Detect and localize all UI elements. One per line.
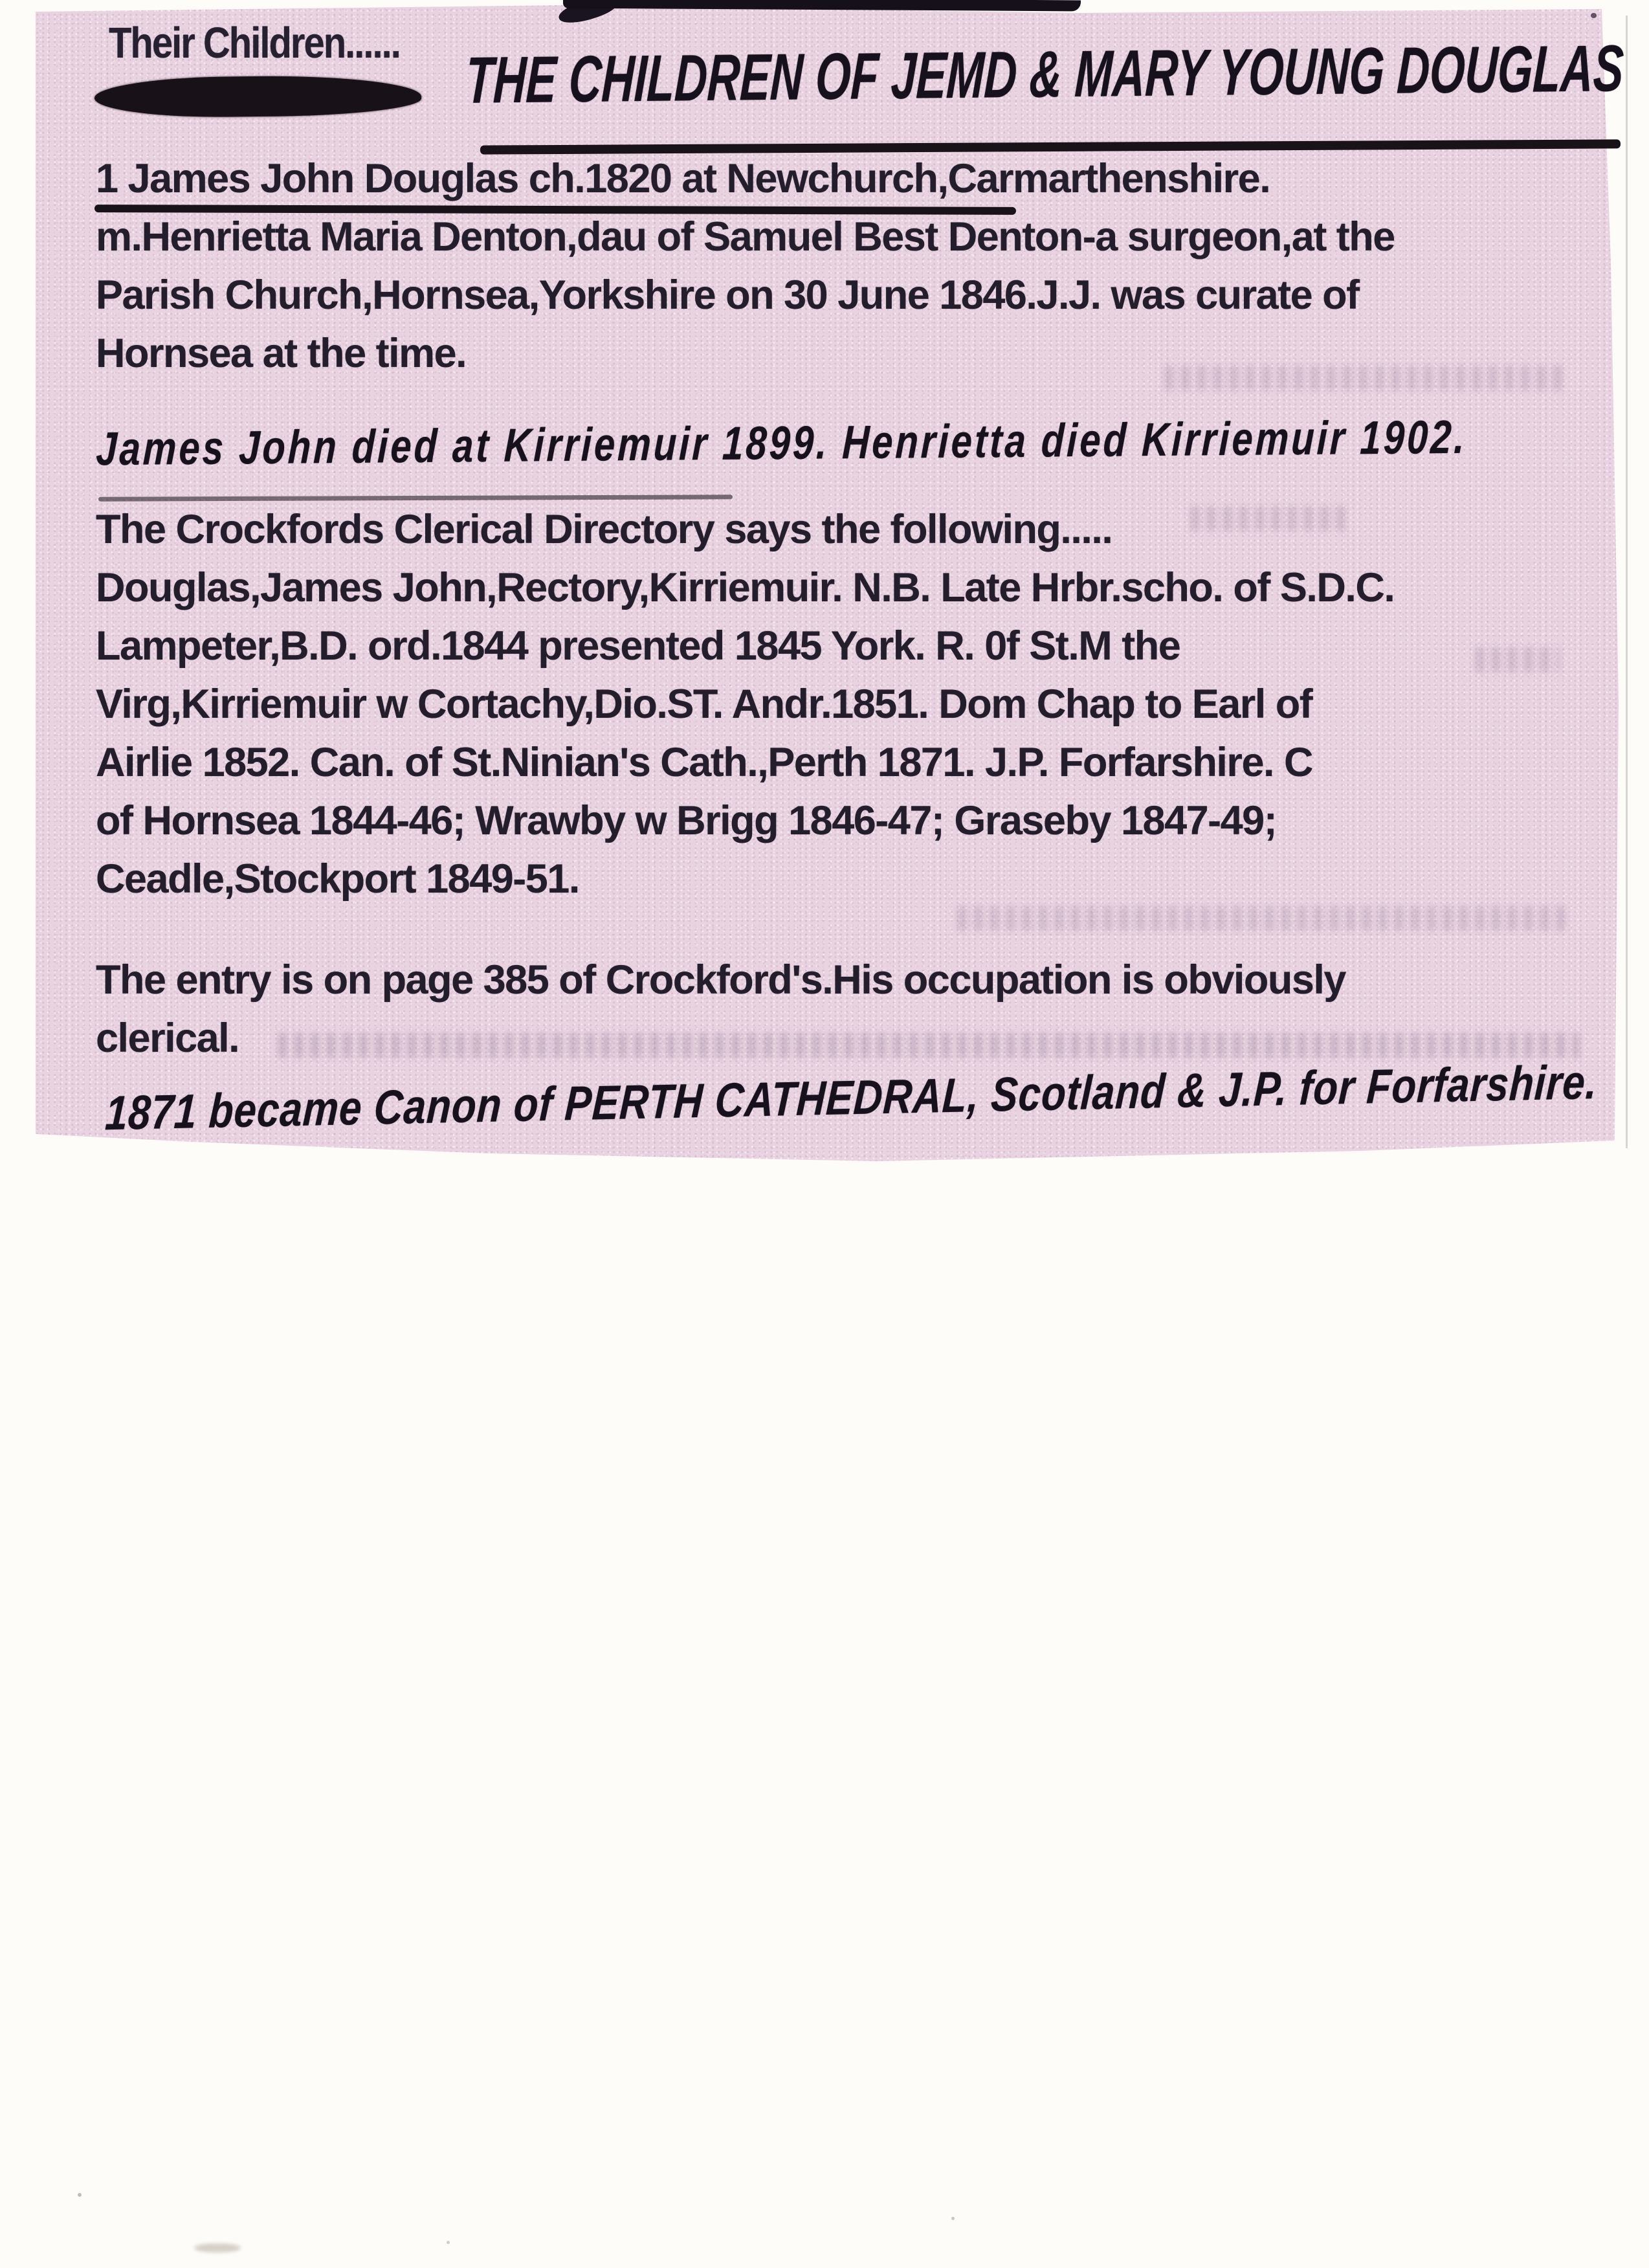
body-line: Virg,Kirriemuir w Cortachy,Dio.ST. Andr.1851. Dom Chap to Earl of: [96, 682, 1312, 727]
bleedthrough-text-band: [278, 1033, 1579, 1058]
handwritten-death-note: James John died at Kirriemuir 1899. Henrietta died Kirriemuir 1902.: [95, 410, 1468, 476]
body-line: Lampeter,B.D. ord.1844 presented 1845 York. R. 0f St.M the: [96, 623, 1180, 669]
bleedthrough-text-band: [1191, 506, 1346, 531]
body-line: Ceadle,Stockport 1849-51.: [96, 856, 579, 902]
handwritten-title: THE CHILDREN OF JEMD & MARY YOUNG DOUGLAS: [464, 31, 1625, 117]
body-line: m.Henrietta Maria Denton,dau of Samuel Best Denton-a surgeon,at the: [96, 214, 1395, 260]
body-line: Parish Church,Hornsea,Yorkshire on 30 June 1846.J.J. was curate of: [96, 272, 1359, 318]
ink-speck: [951, 2217, 955, 2220]
handwritten-canon-note: 1871 became Canon of PERTH CATHEDRAL, Scotland & J.P. for Forfarshire.: [104, 1055, 1599, 1141]
bleedthrough-text-band: [1165, 366, 1566, 390]
bleedthrough-text-band: [1476, 647, 1560, 672]
body-line: Airlie 1852. Can. of St.Ninian's Cath.,Perth 1871. J.P. Forfarshire. C: [96, 740, 1312, 785]
ink-speck: [78, 2193, 82, 2197]
paper-smudge: [194, 2243, 241, 2252]
body-line: Douglas,James John,Rectory,Kirriemuir. N.B. Late Hrbr.scho. of S.D.C.: [96, 565, 1395, 610]
bleedthrough-text-band: [958, 906, 1573, 931]
section-header: Their Children......: [109, 19, 400, 67]
body-line: 1 James John Douglas ch.1820 at Newchurch,Carmarthenshire.: [96, 156, 1270, 201]
ink-speck: [1591, 13, 1597, 18]
ink-speck: [447, 2241, 450, 2244]
body-line: The Crockfords Clerical Directory says the following.....: [96, 507, 1112, 552]
body-line: Hornsea at the time.: [96, 331, 467, 376]
body-line: The entry is on page 385 of Crockford's.His occupation is obviously: [96, 957, 1345, 1003]
scan-edge-shadow: [1626, 16, 1628, 1148]
body-line: of Hornsea 1844-46; Wrawby w Brigg 1846-47; Graseby 1847-49;: [96, 798, 1277, 843]
body-line: clerical.: [96, 1016, 239, 1061]
